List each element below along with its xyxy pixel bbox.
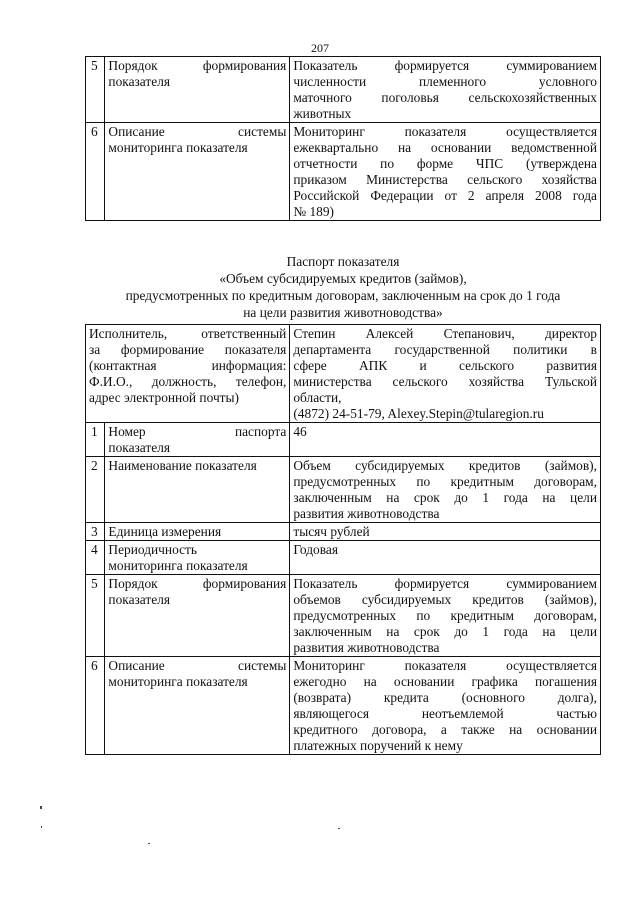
cell-text-line: Показатель формируется суммированием xyxy=(293,58,597,73)
row-label xyxy=(105,57,290,123)
table-row xyxy=(86,457,601,523)
cell-text-line: Показатель формируется суммированием xyxy=(293,576,597,591)
cell-text-line: развития животноводства xyxy=(293,506,440,521)
cell-text-line: ежеквартально на основании ведомственной xyxy=(293,140,597,155)
row-number: 5 xyxy=(86,57,105,123)
cell-text-line: Наименование показателя xyxy=(108,458,257,473)
cell-text-line: платежных поручений к нему xyxy=(293,738,463,753)
table-row xyxy=(86,423,601,457)
row-label xyxy=(105,123,290,221)
row-label xyxy=(105,457,290,523)
cell-text-line: развития животноводства xyxy=(293,640,440,655)
cell-text-line: предусмотренных по кредитным договорам, xyxy=(293,608,597,623)
row-number: 4 xyxy=(86,541,105,575)
cell-text-line: показателя xyxy=(108,74,171,89)
executor-label xyxy=(86,325,290,423)
cell-text-line: мониторинга показателя xyxy=(108,140,248,155)
passport-title-line: предусмотренных по кредитным договорам, заключенным на срок до 1 года xyxy=(125,288,561,303)
table-row xyxy=(86,523,601,541)
table-row xyxy=(86,657,601,755)
cell-text-line: Мониторинг показателя осуществляется xyxy=(293,124,597,139)
row-value xyxy=(290,123,601,221)
passport-title-line: на цели развития животноводства» xyxy=(243,305,443,320)
cell-text-line: Российской Федерации от 2 апреля 2008 года xyxy=(293,188,597,203)
passport-table xyxy=(85,324,601,755)
passport-title-line: Паспорт показателя xyxy=(286,254,400,269)
row-number: 6 xyxy=(86,657,105,755)
cell-text-line: Степин Алексей Степанович, директор xyxy=(293,326,597,341)
table-row xyxy=(86,123,601,221)
row-number: 2 xyxy=(86,457,105,523)
cell-text-line: мониторинга показателя xyxy=(108,558,248,573)
cell-text-line: Описание системы xyxy=(108,124,287,139)
row-value xyxy=(290,657,601,755)
row-label xyxy=(105,657,290,755)
page-number: 207 xyxy=(311,41,329,55)
cell-text-line: Исполнитель, ответственный xyxy=(89,326,287,341)
row-number: 6 xyxy=(86,123,105,221)
cell-text-line: показателя xyxy=(108,440,171,455)
cell-text-line: Описание системы xyxy=(108,658,287,673)
cell-text-line: животных xyxy=(293,106,352,121)
cell-text-line: кредитного договора, а также на основании xyxy=(293,722,597,737)
row-value xyxy=(290,575,601,657)
row-label xyxy=(105,423,290,457)
passport-title-line: «Объем субсидируемых кредитов (займов), xyxy=(219,271,467,286)
scan-speck xyxy=(338,828,340,829)
cell-text-line: являющегося неотъемлемой частью xyxy=(293,706,597,721)
row-number: 5 xyxy=(86,575,105,657)
cell-text-line: приказом Министерства сельского хозяйства xyxy=(293,172,597,187)
table-row xyxy=(86,541,601,575)
cell-text-line: тысяч рублей xyxy=(293,524,370,539)
cell-text-line: ежегодно на основании графика погашения xyxy=(293,674,597,689)
indicator-table-continued xyxy=(85,56,601,221)
cell-text-line: № 189) xyxy=(293,204,335,219)
cell-text-line: (возврата) кредита (основного долга), xyxy=(293,690,597,705)
cell-text-line: адрес электронной почты) xyxy=(89,390,239,405)
row-value xyxy=(290,423,601,457)
row-label xyxy=(105,575,290,657)
cell-text-line: департамента государственной политики в xyxy=(293,342,597,357)
executor-value xyxy=(290,325,601,423)
cell-text-line: Ф.И.О., должность, телефон, xyxy=(89,374,287,389)
row-label xyxy=(105,541,290,575)
cell-text-line: мониторинга показателя xyxy=(108,674,248,689)
cell-text-line: Периодичность xyxy=(108,542,198,557)
row-number: 3 xyxy=(86,523,105,541)
cell-text-line: предусмотренных по кредитным договорам, xyxy=(293,474,597,489)
executor-row xyxy=(86,325,601,423)
cell-text-line: Мониторинг показателя осуществляется xyxy=(293,658,597,673)
row-label xyxy=(105,523,290,541)
cell-text-line: области, xyxy=(293,390,342,405)
cell-text-line: Порядок формирования xyxy=(108,58,287,73)
row-value xyxy=(290,457,601,523)
cell-text-line: (4872) 24-51-79, Alexey.Stepin@tularegion.ru xyxy=(293,406,544,421)
cell-text-line: показателя xyxy=(108,592,171,607)
scan-speck xyxy=(40,806,42,809)
row-number: 1 xyxy=(86,423,105,457)
scan-speck xyxy=(148,843,150,844)
cell-text-line: Номер паспорта xyxy=(108,424,287,439)
table-row xyxy=(86,575,601,657)
cell-text-line: за формирование показателя xyxy=(89,342,287,357)
cell-text-line: объемов субсидируемых кредитов (займов), xyxy=(293,592,597,607)
row-value xyxy=(290,57,601,123)
row-value xyxy=(290,541,601,575)
cell-text-line: Годовая xyxy=(293,542,338,557)
cell-text-line: 46 xyxy=(293,424,307,439)
cell-text-line: министерства сельского хозяйства Тульской xyxy=(293,374,597,389)
cell-text-line: отчетности по форме ЧПС (утверждена xyxy=(293,156,597,171)
row-value xyxy=(290,523,601,541)
cell-text-line: Единица измерения xyxy=(108,524,222,539)
cell-text-line: сфере АПК и сельского развития xyxy=(293,358,597,373)
cell-text-line: (контактная информация: xyxy=(89,358,287,373)
cell-text-line: Порядок формирования xyxy=(108,576,287,591)
cell-text-line: заключенным на срок до 1 года на цели xyxy=(293,624,597,639)
passport-title xyxy=(85,253,601,321)
cell-text-line: численности племенного условного xyxy=(293,74,597,89)
cell-text-line: маточного поголовья сельскохозяйственных xyxy=(293,90,597,105)
scan-speck xyxy=(41,826,42,828)
cell-text-line: заключенным на срок до 1 года на цели xyxy=(293,490,597,505)
cell-text-line: Объем субсидируемых кредитов (займов), xyxy=(293,458,597,473)
table-row xyxy=(86,57,601,123)
